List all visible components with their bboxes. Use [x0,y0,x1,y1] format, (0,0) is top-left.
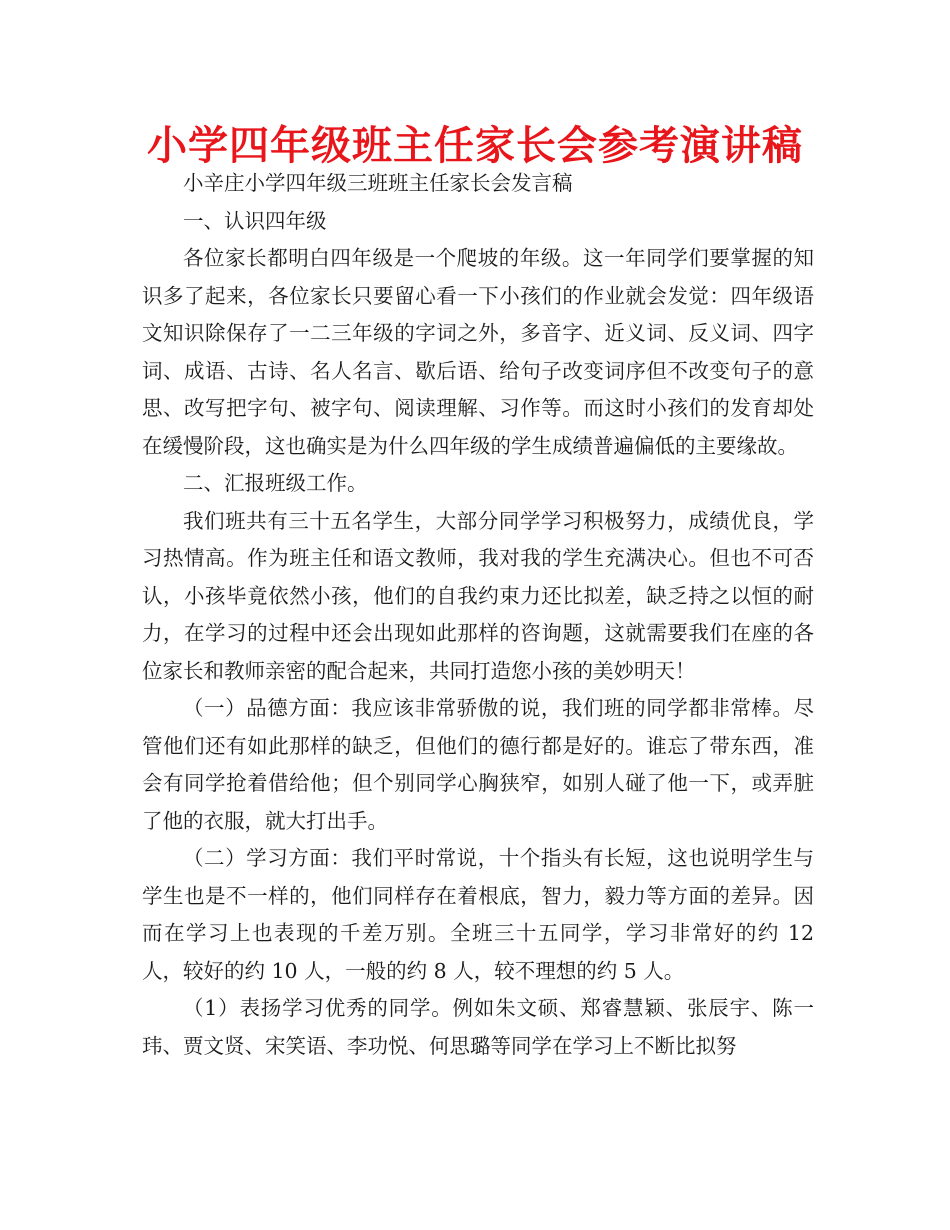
body-paragraph: 我们班共有三十五名学生，大部分同学学习积极努力，成绩优良，学习热情高。作为班主任和语文教师，我对我的学生充满决心。但也不可否认，小孩毕竟依然小孩，他们的自我约束力还比拟差，缺乏持之以恒的耐力，在学习的过程中还会出现如此那样的咨询题，这就需要我们在座的各位家长和教师亲密的配合起来，共同打造您小孩的美妙明天！ [142,508,814,683]
document-title: 小学四年级班主任家长会参考演讲稿 [147,123,803,169]
body-paragraph: （二）学习方面：我们平时常说，十个指头有长短，这也说明学生与学生也是不一样的，他们同样存在着根底，智力，毅力等方面的差异。因而在学习上也表现的千差万别。全班三十五同学，学习非常好的约 12 人，较好的约 10 人，一般的约 8 人，较不理想的约 5 人。 [142,846,814,983]
subtitle-paragraph: 小辛庄小学四年级三班班主任家长会发言稿 [183,171,573,195]
document-body [142,165,814,1065]
body-paragraph: 各位家长都明白四年级是一个爬坡的年级。这一年同学们要掌握的知识多了起来，各位家长只要留心看一下小孩们的作业就会发觉：四年级语文知识除保存了一二三年级的字词之外，多音字、近义词、反义词、四字词、成语、古诗、名人名言、歇后语、给句子改变词序但不改变句子的意思、改写把字句、被字句、阅读理解、习作等。而这时小孩们的发育却处在缓慢阶段，这也确实是为什么四年级的学生成绩普遍偏低的主要缘故。 [142,246,814,458]
body-paragraph: （一）品德方面：我应该非常骄傲的说，我们班的同学都非常棒。尽管他们还有如此那样的缺乏，但他们的德行都是好的。谁忘了带东西，准会有同学抢着借给他；但个别同学心胸狭窄，如别人碰了他一下，或弄脏了他的衣服，就大打出手。 [142,696,814,833]
section-heading-1: 一、认识四年级 [183,208,327,233]
body-paragraph: （1）表扬学习优秀的同学。例如朱文硕、郑睿慧颖、张辰宇、陈一玮、贾文贤、宋笑语、李功悦、何思璐等同学在学习上不断比拟努 [142,996,814,1058]
section-heading-2: 二、汇报班级工作。 [183,471,368,495]
